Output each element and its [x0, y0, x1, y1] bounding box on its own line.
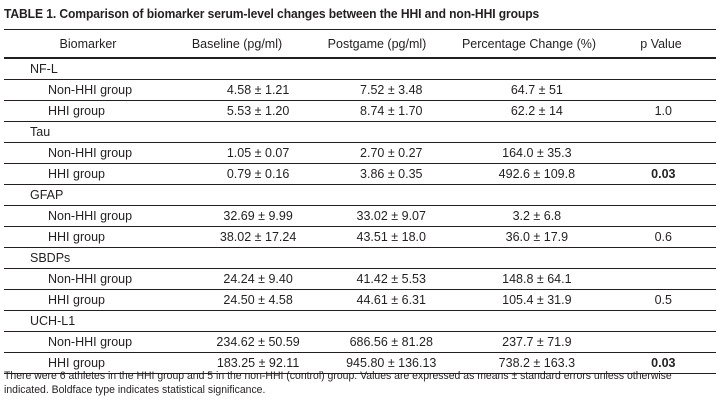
- header-baseline: Baseline (pg/ml): [191, 36, 283, 51]
- table-body: [4, 58, 716, 373]
- table-row: [4, 268, 716, 289]
- table-footnote: There were 6 athletes in the HHI group and 5 in the non-HHI (control) group. Values are expressed as means ± standard errors unless otherwise indicated. Boldface type indicates statistical significance.: [4, 370, 672, 396]
- biomarker-group-row: [4, 310, 716, 331]
- baseline-cell: 234.62 ± 50.59: [216, 335, 300, 349]
- group-label: Non-HHI group: [48, 146, 133, 160]
- group-label: HHI group: [48, 104, 105, 118]
- percentage-change-cell: 738.2 ± 163.3: [498, 356, 576, 370]
- postgame-cell: 686.56 ± 81.28: [349, 335, 433, 349]
- table-row: [4, 79, 716, 100]
- percentage-change-cell: 64.7 ± 51: [510, 83, 563, 97]
- table-row: [4, 163, 716, 184]
- header-percentage-change: Percentage Change (%): [461, 36, 597, 51]
- percentage-change-cell: 36.0 ± 17.9: [505, 230, 569, 244]
- baseline-cell: 183.25 ± 92.11: [216, 356, 300, 370]
- postgame-cell: 945.80 ± 136.13: [346, 356, 437, 370]
- table-row: [4, 205, 716, 226]
- group-label: Non-HHI group: [48, 335, 133, 349]
- baseline-cell: 24.24 ± 9.40: [223, 272, 293, 286]
- postgame-cell: 7.52 ± 3.48: [360, 83, 423, 97]
- biomarker-name: GFAP: [30, 188, 64, 202]
- postgame-cell: 33.02 ± 9.07: [356, 209, 426, 223]
- baseline-cell: 38.02 ± 17.24: [219, 230, 297, 244]
- baseline-cell: 1.05 ± 0.07: [226, 146, 290, 160]
- biomarker-name: NF-L: [30, 62, 58, 76]
- biomarker-group-row: [4, 247, 716, 268]
- group-label: HHI group: [48, 230, 105, 244]
- table-row: [4, 100, 716, 121]
- percentage-change-cell: 492.6 ± 109.8: [498, 167, 576, 181]
- biomarker-group-row: [4, 58, 716, 79]
- p-value-cell: 1.0: [654, 104, 672, 118]
- p-value-cell: 0.03: [651, 167, 676, 181]
- table-row: [4, 226, 716, 247]
- baseline-cell: 0.79 ± 0.16: [226, 167, 290, 181]
- group-label: Non-HHI group: [48, 272, 133, 286]
- baseline-cell: 5.53 ± 1.20: [226, 104, 290, 118]
- baseline-cell: 4.58 ± 1.21: [226, 83, 290, 97]
- p-value-cell: 0.5: [654, 293, 672, 307]
- group-label: Non-HHI group: [48, 209, 133, 223]
- table-title: TABLE 1. Comparison of biomarker serum-level changes between the HHI and non-HHI groups: [4, 6, 540, 21]
- percentage-change-cell: 237.7 ± 71.9: [502, 335, 572, 349]
- percentage-change-cell: 148.8 ± 64.1: [502, 272, 572, 286]
- group-label: Non-HHI group: [48, 83, 133, 97]
- postgame-cell: 2.70 ± 0.27: [360, 146, 423, 160]
- table-row: [4, 142, 716, 163]
- biomarker-name: UCH-L1: [30, 314, 76, 328]
- biomarker-table: [4, 29, 716, 374]
- p-value-cell: 0.03: [651, 356, 676, 370]
- baseline-cell: 24.50 ± 4.58: [223, 293, 293, 307]
- header-p-value: p Value: [640, 36, 682, 51]
- postgame-cell: 8.74 ± 1.70: [360, 104, 423, 118]
- table-row: [4, 331, 716, 352]
- percentage-change-cell: 62.2 ± 14: [510, 104, 563, 118]
- table-row: [4, 289, 716, 310]
- group-label: HHI group: [48, 356, 105, 370]
- group-label: HHI group: [48, 167, 105, 181]
- header-biomarker: Biomarker: [59, 36, 117, 51]
- group-label: HHI group: [48, 293, 105, 307]
- postgame-cell: 43.51 ± 18.0: [356, 230, 426, 244]
- table-header-row: [4, 30, 716, 58]
- p-value-cell: 0.6: [654, 230, 672, 244]
- postgame-cell: 41.42 ± 5.53: [356, 272, 426, 286]
- percentage-change-cell: 164.0 ± 35.3: [502, 146, 572, 160]
- postgame-cell: 44.61 ± 6.31: [356, 293, 426, 307]
- baseline-cell: 32.69 ± 9.99: [223, 209, 293, 223]
- biomarker-group-row: [4, 121, 716, 142]
- biomarker-name: Tau: [30, 125, 51, 139]
- header-postgame: Postgame (pg/ml): [327, 36, 427, 51]
- postgame-cell: 3.86 ± 0.35: [360, 167, 423, 181]
- biomarker-name: SBDPs: [30, 251, 71, 265]
- percentage-change-cell: 3.2 ± 6.8: [512, 209, 562, 223]
- percentage-change-cell: 105.4 ± 31.9: [502, 293, 572, 307]
- biomarker-group-row: [4, 184, 716, 205]
